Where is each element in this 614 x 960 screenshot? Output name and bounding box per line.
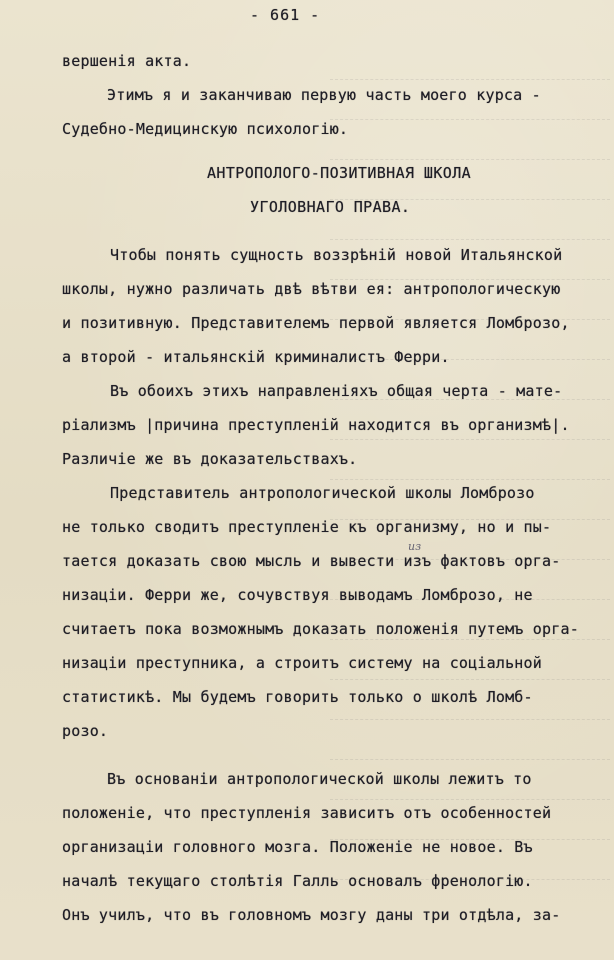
text-line-18: розо. — [62, 722, 109, 740]
text-line-12: не только сводитъ преступленіе къ организму, но и пы- — [62, 518, 552, 536]
text-line-8: Въ обоихъ этихъ направленіяхъ общая черта - мате- — [110, 382, 563, 400]
pencil-margin-annotation: из — [408, 540, 422, 553]
section-heading-line-2: УГОЛОВНАГО ПРАВА. — [250, 198, 411, 216]
text-line-3: Судебно-Медицинскую психологію. — [62, 120, 349, 138]
text-line-5: школы, нужно различать двѣ вѣтви ея: антропологическую — [62, 280, 561, 298]
text-line-7: а второй - итальянскій криминалистъ Ферри. — [62, 348, 450, 366]
text-line-23: Онъ училъ, что въ головномъ мозгу даны три отдѣла, за- — [62, 906, 561, 924]
section-heading-line-1: АНТРОПОЛОГО-ПОЗИТИВНАЯ ШКОЛА — [207, 164, 472, 182]
text-line-2: Этимъ я и заканчиваю первую часть моего курса - — [107, 86, 541, 104]
text-line-11: Представитель антропологической школы Ломброзо — [110, 484, 535, 502]
text-line-4: Чтобы понять сущность воззрѣній новой Итальянской — [110, 246, 563, 264]
text-line-6: и позитивную. Представителемъ первой является Ломброзо, — [62, 314, 570, 332]
text-line-20: положеніе, что преступленія зависитъ отъ особенностей — [62, 804, 552, 822]
text-line-10: Различіе же въ доказательствахъ. — [62, 450, 358, 468]
text-line-9: ріализмъ |причина преступленій находится въ организмѣ|. — [62, 416, 570, 434]
text-line-17: статистикѣ. Мы будемъ говорить только о школѣ Ломб- — [62, 688, 533, 706]
text-line-19: Въ основаніи антропологической школы лежитъ то — [107, 770, 532, 788]
text-line-14: низаціи. Ферри же, сочувствуя выводамъ Ломброзо, не — [62, 586, 533, 604]
text-line-22: началѣ текущаго столѣтія Галль основалъ френологію. — [62, 872, 533, 890]
text-line-16: низаціи преступника, а строитъ систему на соціальной — [62, 654, 542, 672]
text-line-15: считаетъ пока возможнымъ доказать положенія путемъ орга- — [62, 620, 579, 638]
page-number: - 661 - — [250, 6, 321, 24]
text-line-1: вершенія акта. — [62, 52, 192, 70]
text-line-21: организаціи головного мозга. Положеніе не новое. Въ — [62, 838, 533, 856]
text-line-13: тается доказать свою мысль и вывести изъ фактовъ орга- — [62, 552, 561, 570]
